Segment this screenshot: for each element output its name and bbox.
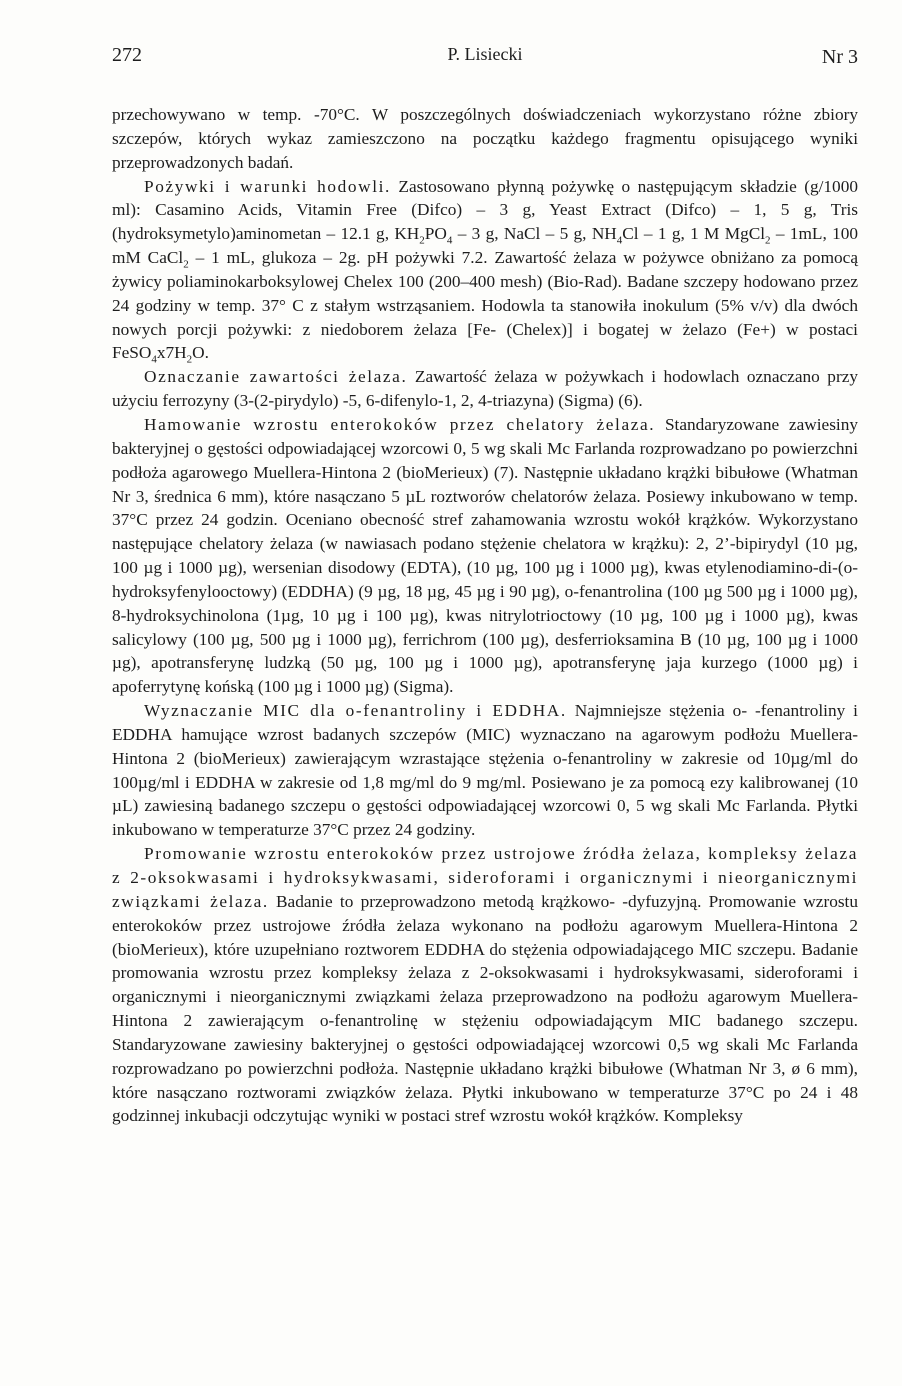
page-number: 272 [112,44,142,66]
paragraph-mic: Wyznaczanie MIC dla o-fenantroliny i EDDHA. Najmniejsze stężenia o- -fenantroliny i EDDHA hamujące wzrost badanych szczepów (MIC) wyznaczano na agarowym podłożu Muellera-Hintona 2 (bioMerieux) zawierającym wzrastające stężenia o-fenantroliny w zakresie od 10µg/ml do 100µg/ml i EDDHA w zakresie od 1,8 mg/ml do 9 mg/ml. Posiewano je za pomocą ezy kalibrowanej (10 µL) zawiesiną badanego szczepu o gęstości odpowiadającej wzorcowi 0, 5 wg skali Mc Farlanda. Płytki inkubowano w temperaturze 37°C przez 24 godziny. [112,701,858,840]
running-header [112,40,858,70]
section-heading-mic: Wyznaczanie MIC dla o-fenantroliny i EDDHA. [144,701,567,721]
paragraph-growth-inhibition: Hamowanie wzrostu enterokoków przez chelatory żelaza. Standaryzowane zawiesiny bakteryjnej o gęstości odpowiadającej wzorcowi 0, 5 wg skali Mc Farlanda rozprowadzano po powierzchni podłoża agarowego Muellera-Hintona 2 (bioMerieux) (7). Następnie układano krążki bibułowe (Whatman Nr 3, średnica 6 mm), które nasączano 5 µL roztworów chelatorów żelaza. Posiewy inkubowano w temp. 37°C przez 24 godzin. Oceniano obecność stref zahamowania wzrostu wokół krążków. Wykorzystano następujące chelatory żelaza (w nawiasach podano stężenie chelatora w krążku): 2, 2’-bipirydyl (10 µg, 100 µg i 1000 µg), wersenian disodowy (EDTA), (10 µg, 100 µg i 1000 µg), kwas etylenodiamino-di-(o-hydroksyfenylooctowy) (EDDHA) (9 µg, 18 µg, 45 µg i 90 µg), o-fenantrolina (100 µg 500 µg i 1000 µg), 8-hydroksychinolona (1µg, 10 µg i 100 µg), kwas nitrylotrioctowy (10 µg, 100 µg i 1000 µg), kwas salicylowy (100 µg, 500 µg i 1000 µg), ferrichrom (100 µg), desferrioksamina B (10 µg, 100 µg i 1000 µg), apotransferynę ludzką (50 µg, 100 µg i 1000 µg), apotransferynę jaja kurzego (1000 µg) i apoferrytynę końską (100 µg i 1000 µg) (Sigma). [112,414,858,697]
paragraph-media-conditions: Pożywki i warunki hodowli. Zastosowano płynną pożywkę o następującym składzie (g/1000 ml): Casamino Acids, Vitamin Free (Difco) – 3 g, Yeast Extract (Difco) – 1, 5 g, Tris (hydroksymetylo)aminometan – 12.1 g, $KH_2PO_4 - 3$ g, NaCl – 5 g, $NH_4Cl - 1$ g, 1 M MgCl$_2$ – 1mL, 100 mM CaCl$_2$ – 1 mL, glukoza – 2g. pH pożywki 7.2. Zawartość żelaza w pożywce obniżano za pomocą żywicy poliaminokarboksylowej Chelex 100 (200–400 mesh) (Bio-Rad). Badane szczepy hodowano przez 24 godziny w temp. 37° C z stałym wstrząsaniem. Hodowla ta stanowiła inokulum (5% v/v) dla dwóch nowych porcji pożywki: z niedoborem żelaza [Fe- (Chelex)] i bogatej w żelazo (Fe+) w postaci $FeSO_4x7H_2O$. [112,176,858,366]
body-text [112,103,858,1128]
section-heading-inhibition: Hamowanie wzrostu enterokoków przez chelatory żelaza. [144,414,656,434]
paragraph-growth-promotion: Promowanie wzrostu enterokoków przez ustrojowe źródła żelaza, kompleksy żelaza z 2-oksokwasami i hydroksykwasami, sideroforami i organicznymi i nieorganicznymi związkami żelaza. Badanie to przeprowadzono metodą krążkowo- -dyfuzyjną. Promowanie wzrostu enterokoków przez ustrojowe źródła żelaza wykonano na podłożu agarowym Muellera-Hintona 2 (bioMerieux), które uzupełniano roztworem EDDHA do stężenia odpowiadającego MIC szczepu. Badanie promowania wzrostu przez kompleksy żelaza z 2-oksokwasami i hydroksykwasami, sideroforami i organicznymi i nieorganicznymi związkami żelaza przeprowadzono na podłożu agarowym Muellera-Hintona 2 zawierającym o-fenantrolinę w stężeniu odpowiadającym MIC badanego szczepu. Standaryzowane zawiesiny bakteryjnej o gęstości odpowiadającej wzorcowi 0,5 wg skali Mc Farlanda rozprowadzano po powierzchni podłoża. Następnie układano krążki bibułowe (Whatman Nr 3, ø 6 mm), które nasączano roztworami związków żelaza. Płytki inkubowano w temperaturze 37°C po 24 i 48 godzinnej inkubacji odczytując wyniki w postaci stref wzrostu wokół krążków. Kompleksy [112,844,859,1126]
section-heading-promotion: Promowanie wzrostu enterokoków przez ustrojowe źródła żelaza, kompleksy żelaza z 2-oksokwasami i hydroksykwasami, sideroforami i organicznymi i nieorganicznymi związkami żelaza. [112,844,858,911]
paragraph-iron-content: Oznaczanie zawartości żelaza. Zawartość żelaza w pożywkach i hodowlach oznaczano przy użyciu ferrozyny (3-(2-pirydylo) -5, 6-difenylo-1, 2, 4-triazyna) (Sigma) (6). [112,367,859,411]
author-name: P. Lisiecki [447,44,523,64]
journal-issue: Nr 3 [821,46,858,68]
section-heading-iron-content: Oznaczanie zawartości żelaza. [144,367,408,387]
section-heading-media: Pożywki i warunki hodowli. [144,176,391,196]
paragraph-intro: przechowywano w temp. -70°C. W poszczególnych doświadczeniach wykorzystano różne zbiory szczepów, których wykaz zamieszczono na początku każdego fragmentu opisującego wyniki przeprowadzonych badań. [112,105,858,172]
